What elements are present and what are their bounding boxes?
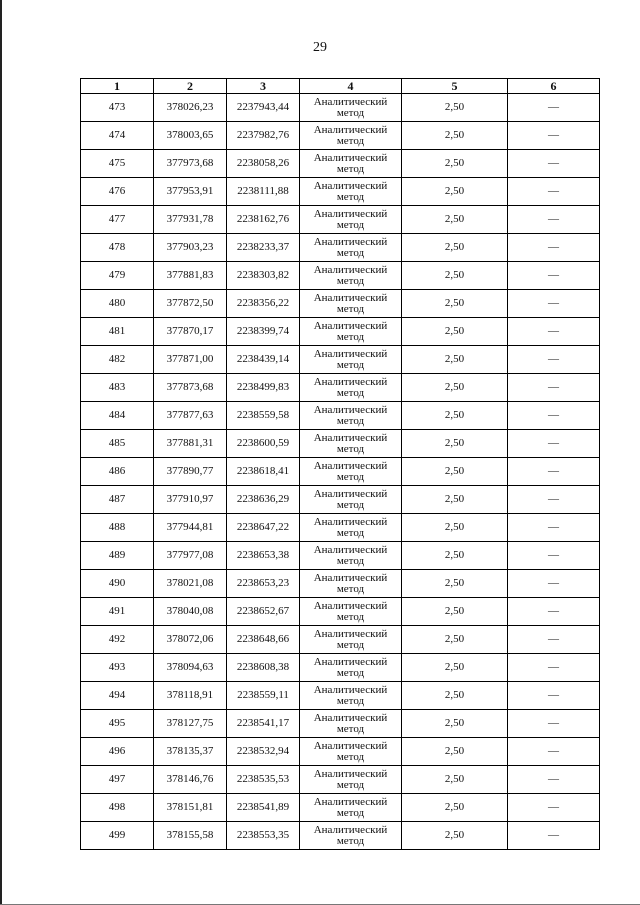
point-number-cell: 498 bbox=[81, 794, 154, 822]
table-row bbox=[81, 626, 600, 654]
accuracy-cell: 2,50 bbox=[402, 374, 508, 402]
accuracy-cell: 2,50 bbox=[402, 570, 508, 598]
x-coordinate-cell: 378072,06 bbox=[154, 626, 227, 654]
method-line1: Аналитический bbox=[313, 627, 388, 640]
header-col-4: 4 bbox=[300, 79, 402, 94]
method-line1: Аналитический bbox=[313, 739, 388, 752]
method-line2: метод bbox=[336, 778, 365, 791]
y-coordinate-cell: 2238653,38 bbox=[227, 542, 300, 570]
dash-cell: — bbox=[508, 150, 600, 178]
y-coordinate-cell: 2238636,29 bbox=[227, 486, 300, 514]
point-number-cell: 478 bbox=[81, 234, 154, 262]
y-coordinate-cell: 2238058,26 bbox=[227, 150, 300, 178]
accuracy-cell: 2,50 bbox=[402, 598, 508, 626]
x-coordinate-cell: 377973,68 bbox=[154, 150, 227, 178]
dash-cell: — bbox=[508, 234, 600, 262]
accuracy-cell: 2,50 bbox=[402, 486, 508, 514]
y-coordinate-cell: 2238541,17 bbox=[227, 710, 300, 738]
method-cell bbox=[300, 794, 402, 822]
point-number-cell: 487 bbox=[81, 486, 154, 514]
method-line2: метод bbox=[336, 190, 365, 203]
x-coordinate-cell: 378151,81 bbox=[154, 794, 227, 822]
accuracy-cell: 2,50 bbox=[402, 542, 508, 570]
accuracy-cell: 2,50 bbox=[402, 402, 508, 430]
method-line2: метод bbox=[336, 442, 365, 455]
point-number-cell: 474 bbox=[81, 122, 154, 150]
method-cell bbox=[300, 206, 402, 234]
method-cell bbox=[300, 738, 402, 766]
method-cell bbox=[300, 570, 402, 598]
dash-cell: — bbox=[508, 122, 600, 150]
method-line2: метод bbox=[336, 302, 365, 315]
method-cell bbox=[300, 822, 402, 850]
table-row bbox=[81, 234, 600, 262]
y-coordinate-cell: 2238559,58 bbox=[227, 402, 300, 430]
x-coordinate-cell: 378026,23 bbox=[154, 94, 227, 122]
point-number-cell: 484 bbox=[81, 402, 154, 430]
y-coordinate-cell: 2238535,53 bbox=[227, 766, 300, 794]
method-line1: Аналитический bbox=[313, 123, 388, 136]
method-cell bbox=[300, 626, 402, 654]
accuracy-cell: 2,50 bbox=[402, 150, 508, 178]
x-coordinate-cell: 378127,75 bbox=[154, 710, 227, 738]
dash-cell: — bbox=[508, 598, 600, 626]
method-line1: Аналитический bbox=[313, 571, 388, 584]
x-coordinate-cell: 377953,91 bbox=[154, 178, 227, 206]
y-coordinate-cell: 2238647,22 bbox=[227, 514, 300, 542]
x-coordinate-cell: 378146,76 bbox=[154, 766, 227, 794]
dash-cell: — bbox=[508, 458, 600, 486]
method-cell bbox=[300, 262, 402, 290]
y-coordinate-cell: 2238233,37 bbox=[227, 234, 300, 262]
header-col-6: 6 bbox=[508, 79, 600, 94]
y-coordinate-cell: 2238399,74 bbox=[227, 318, 300, 346]
method-line2: метод bbox=[336, 722, 365, 735]
method-line1: Аналитический bbox=[313, 767, 388, 780]
point-number-cell: 499 bbox=[81, 822, 154, 850]
method-line2: метод bbox=[336, 610, 365, 623]
accuracy-cell: 2,50 bbox=[402, 290, 508, 318]
method-cell bbox=[300, 430, 402, 458]
method-line1: Аналитический bbox=[313, 431, 388, 444]
method-line2: метод bbox=[336, 414, 365, 427]
point-number-cell: 481 bbox=[81, 318, 154, 346]
accuracy-cell: 2,50 bbox=[402, 794, 508, 822]
method-line1: Аналитический bbox=[313, 179, 388, 192]
accuracy-cell: 2,50 bbox=[402, 206, 508, 234]
method-cell bbox=[300, 318, 402, 346]
header-row bbox=[81, 79, 600, 94]
method-cell bbox=[300, 290, 402, 318]
accuracy-cell: 2,50 bbox=[402, 738, 508, 766]
point-number-cell: 479 bbox=[81, 262, 154, 290]
dash-cell: — bbox=[508, 374, 600, 402]
method-line2: метод bbox=[336, 498, 365, 511]
method-line1: Аналитический bbox=[313, 291, 388, 304]
x-coordinate-cell: 378021,08 bbox=[154, 570, 227, 598]
table-row bbox=[81, 542, 600, 570]
x-coordinate-cell: 378094,63 bbox=[154, 654, 227, 682]
dash-cell: — bbox=[508, 514, 600, 542]
x-coordinate-cell: 377881,31 bbox=[154, 430, 227, 458]
accuracy-cell: 2,50 bbox=[402, 514, 508, 542]
table-row bbox=[81, 458, 600, 486]
table-row bbox=[81, 178, 600, 206]
table-row bbox=[81, 262, 600, 290]
table-row bbox=[81, 598, 600, 626]
y-coordinate-cell: 2238499,83 bbox=[227, 374, 300, 402]
method-line2: метод bbox=[336, 806, 365, 819]
x-coordinate-cell: 377873,68 bbox=[154, 374, 227, 402]
x-coordinate-cell: 377903,23 bbox=[154, 234, 227, 262]
dash-cell: — bbox=[508, 794, 600, 822]
method-line2: метод bbox=[336, 638, 365, 651]
table-row bbox=[81, 654, 600, 682]
y-coordinate-cell: 2237982,76 bbox=[227, 122, 300, 150]
table-body bbox=[81, 94, 600, 850]
table-row bbox=[81, 122, 600, 150]
point-number-cell: 495 bbox=[81, 710, 154, 738]
y-coordinate-cell: 2238652,67 bbox=[227, 598, 300, 626]
y-coordinate-cell: 2238618,41 bbox=[227, 458, 300, 486]
x-coordinate-cell: 378155,58 bbox=[154, 822, 227, 850]
method-line1: Аналитический bbox=[313, 459, 388, 472]
table-row bbox=[81, 318, 600, 346]
table-row bbox=[81, 766, 600, 794]
table-row bbox=[81, 682, 600, 710]
method-line1: Аналитический bbox=[313, 151, 388, 164]
table-row bbox=[81, 94, 600, 122]
y-coordinate-cell: 2238303,82 bbox=[227, 262, 300, 290]
y-coordinate-cell: 2238553,35 bbox=[227, 822, 300, 850]
point-number-cell: 485 bbox=[81, 430, 154, 458]
method-cell bbox=[300, 654, 402, 682]
point-number-cell: 488 bbox=[81, 514, 154, 542]
dash-cell: — bbox=[508, 822, 600, 850]
dash-cell: — bbox=[508, 486, 600, 514]
method-line1: Аналитический bbox=[313, 235, 388, 248]
x-coordinate-cell: 377870,17 bbox=[154, 318, 227, 346]
dash-cell: — bbox=[508, 570, 600, 598]
dash-cell: — bbox=[508, 178, 600, 206]
point-number-cell: 497 bbox=[81, 766, 154, 794]
method-cell bbox=[300, 682, 402, 710]
table-row bbox=[81, 710, 600, 738]
point-number-cell: 494 bbox=[81, 682, 154, 710]
method-line1: Аналитический bbox=[313, 95, 388, 108]
accuracy-cell: 2,50 bbox=[402, 710, 508, 738]
method-cell bbox=[300, 710, 402, 738]
table-row bbox=[81, 570, 600, 598]
point-number-cell: 482 bbox=[81, 346, 154, 374]
point-number-cell: 491 bbox=[81, 598, 154, 626]
y-coordinate-cell: 2238541,89 bbox=[227, 794, 300, 822]
point-number-cell: 486 bbox=[81, 458, 154, 486]
y-coordinate-cell: 2238532,94 bbox=[227, 738, 300, 766]
x-coordinate-cell: 377890,77 bbox=[154, 458, 227, 486]
table-row bbox=[81, 822, 600, 850]
x-coordinate-cell: 378118,91 bbox=[154, 682, 227, 710]
x-coordinate-cell: 377977,08 bbox=[154, 542, 227, 570]
point-number-cell: 496 bbox=[81, 738, 154, 766]
table-row bbox=[81, 206, 600, 234]
point-number-cell: 493 bbox=[81, 654, 154, 682]
dash-cell: — bbox=[508, 430, 600, 458]
method-line1: Аналитический bbox=[313, 319, 388, 332]
method-line2: метод bbox=[336, 582, 365, 595]
method-cell bbox=[300, 402, 402, 430]
method-cell bbox=[300, 94, 402, 122]
dash-cell: — bbox=[508, 346, 600, 374]
method-cell bbox=[300, 514, 402, 542]
method-line2: метод bbox=[336, 246, 365, 259]
accuracy-cell: 2,50 bbox=[402, 766, 508, 794]
method-cell bbox=[300, 178, 402, 206]
method-line2: метод bbox=[336, 218, 365, 231]
point-number-cell: 490 bbox=[81, 570, 154, 598]
method-line2: метод bbox=[336, 386, 365, 399]
accuracy-cell: 2,50 bbox=[402, 94, 508, 122]
table-row bbox=[81, 374, 600, 402]
dash-cell: — bbox=[508, 206, 600, 234]
dash-cell: — bbox=[508, 654, 600, 682]
method-line2: метод bbox=[336, 694, 365, 707]
method-line1: Аналитический bbox=[313, 347, 388, 360]
method-line2: метод bbox=[336, 666, 365, 679]
method-line1: Аналитический bbox=[313, 207, 388, 220]
scan-edge bbox=[0, 0, 2, 905]
dash-cell: — bbox=[508, 710, 600, 738]
method-line2: метод bbox=[336, 162, 365, 175]
table-row bbox=[81, 514, 600, 542]
table-row bbox=[81, 290, 600, 318]
method-line1: Аналитический bbox=[313, 403, 388, 416]
method-cell bbox=[300, 458, 402, 486]
x-coordinate-cell: 378135,37 bbox=[154, 738, 227, 766]
method-line2: метод bbox=[336, 134, 365, 147]
table-row bbox=[81, 346, 600, 374]
x-coordinate-cell: 377871,00 bbox=[154, 346, 227, 374]
table-row bbox=[81, 738, 600, 766]
dash-cell: — bbox=[508, 682, 600, 710]
point-number-cell: 473 bbox=[81, 94, 154, 122]
header-col-5: 5 bbox=[402, 79, 508, 94]
x-coordinate-cell: 378003,65 bbox=[154, 122, 227, 150]
x-coordinate-cell: 377877,63 bbox=[154, 402, 227, 430]
y-coordinate-cell: 2238648,66 bbox=[227, 626, 300, 654]
method-line1: Аналитический bbox=[313, 263, 388, 276]
method-line1: Аналитический bbox=[313, 655, 388, 668]
table-row bbox=[81, 486, 600, 514]
header-col-3: 3 bbox=[227, 79, 300, 94]
dash-cell: — bbox=[508, 94, 600, 122]
point-number-cell: 477 bbox=[81, 206, 154, 234]
method-line1: Аналитический bbox=[313, 599, 388, 612]
method-line2: метод bbox=[336, 470, 365, 483]
x-coordinate-cell: 378040,08 bbox=[154, 598, 227, 626]
accuracy-cell: 2,50 bbox=[402, 178, 508, 206]
dash-cell: — bbox=[508, 738, 600, 766]
point-number-cell: 483 bbox=[81, 374, 154, 402]
y-coordinate-cell: 2238653,23 bbox=[227, 570, 300, 598]
dash-cell: — bbox=[508, 402, 600, 430]
y-coordinate-cell: 2238111,88 bbox=[227, 178, 300, 206]
point-number-cell: 475 bbox=[81, 150, 154, 178]
table-row bbox=[81, 150, 600, 178]
accuracy-cell: 2,50 bbox=[402, 458, 508, 486]
table-row bbox=[81, 430, 600, 458]
y-coordinate-cell: 2237943,44 bbox=[227, 94, 300, 122]
point-number-cell: 480 bbox=[81, 290, 154, 318]
accuracy-cell: 2,50 bbox=[402, 234, 508, 262]
accuracy-cell: 2,50 bbox=[402, 626, 508, 654]
method-line1: Аналитический bbox=[313, 515, 388, 528]
point-number-cell: 492 bbox=[81, 626, 154, 654]
y-coordinate-cell: 2238439,14 bbox=[227, 346, 300, 374]
x-coordinate-cell: 377872,50 bbox=[154, 290, 227, 318]
header-col-2: 2 bbox=[154, 79, 227, 94]
method-cell bbox=[300, 234, 402, 262]
method-cell bbox=[300, 346, 402, 374]
dash-cell: — bbox=[508, 262, 600, 290]
method-line2: метод bbox=[336, 554, 365, 567]
header-col-1: 1 bbox=[81, 79, 154, 94]
method-cell bbox=[300, 486, 402, 514]
method-line1: Аналитический bbox=[313, 543, 388, 556]
y-coordinate-cell: 2238559,11 bbox=[227, 682, 300, 710]
accuracy-cell: 2,50 bbox=[402, 654, 508, 682]
dash-cell: — bbox=[508, 766, 600, 794]
x-coordinate-cell: 377910,97 bbox=[154, 486, 227, 514]
dash-cell: — bbox=[508, 542, 600, 570]
dash-cell: — bbox=[508, 626, 600, 654]
point-number-cell: 476 bbox=[81, 178, 154, 206]
method-line2: метод bbox=[336, 750, 365, 763]
method-cell bbox=[300, 122, 402, 150]
accuracy-cell: 2,50 bbox=[402, 682, 508, 710]
method-line2: метод bbox=[336, 834, 365, 847]
table-row bbox=[81, 402, 600, 430]
method-line2: метод bbox=[336, 526, 365, 539]
accuracy-cell: 2,50 bbox=[402, 318, 508, 346]
method-cell bbox=[300, 598, 402, 626]
accuracy-cell: 2,50 bbox=[402, 822, 508, 850]
method-cell bbox=[300, 374, 402, 402]
point-number-cell: 489 bbox=[81, 542, 154, 570]
dash-cell: — bbox=[508, 318, 600, 346]
method-cell bbox=[300, 766, 402, 794]
method-line1: Аналитический bbox=[313, 795, 388, 808]
y-coordinate-cell: 2238608,38 bbox=[227, 654, 300, 682]
accuracy-cell: 2,50 bbox=[402, 430, 508, 458]
dash-cell: — bbox=[508, 290, 600, 318]
method-line1: Аналитический bbox=[313, 487, 388, 500]
page-number: 29 bbox=[313, 40, 327, 55]
accuracy-cell: 2,50 bbox=[402, 346, 508, 374]
accuracy-cell: 2,50 bbox=[402, 262, 508, 290]
x-coordinate-cell: 377944,81 bbox=[154, 514, 227, 542]
y-coordinate-cell: 2238600,59 bbox=[227, 430, 300, 458]
method-line1: Аналитический bbox=[313, 375, 388, 388]
method-line2: метод bbox=[336, 330, 365, 343]
method-cell bbox=[300, 542, 402, 570]
method-line1: Аналитический bbox=[313, 683, 388, 696]
y-coordinate-cell: 2238356,22 bbox=[227, 290, 300, 318]
y-coordinate-cell: 2238162,76 bbox=[227, 206, 300, 234]
table-row bbox=[81, 794, 600, 822]
method-line2: метод bbox=[336, 274, 365, 287]
method-line2: метод bbox=[336, 106, 365, 119]
method-line1: Аналитический bbox=[313, 823, 388, 836]
method-cell bbox=[300, 150, 402, 178]
coordinates-table bbox=[80, 78, 600, 850]
method-line1: Аналитический bbox=[313, 711, 388, 724]
x-coordinate-cell: 377881,83 bbox=[154, 262, 227, 290]
x-coordinate-cell: 377931,78 bbox=[154, 206, 227, 234]
accuracy-cell: 2,50 bbox=[402, 122, 508, 150]
method-line2: метод bbox=[336, 358, 365, 371]
